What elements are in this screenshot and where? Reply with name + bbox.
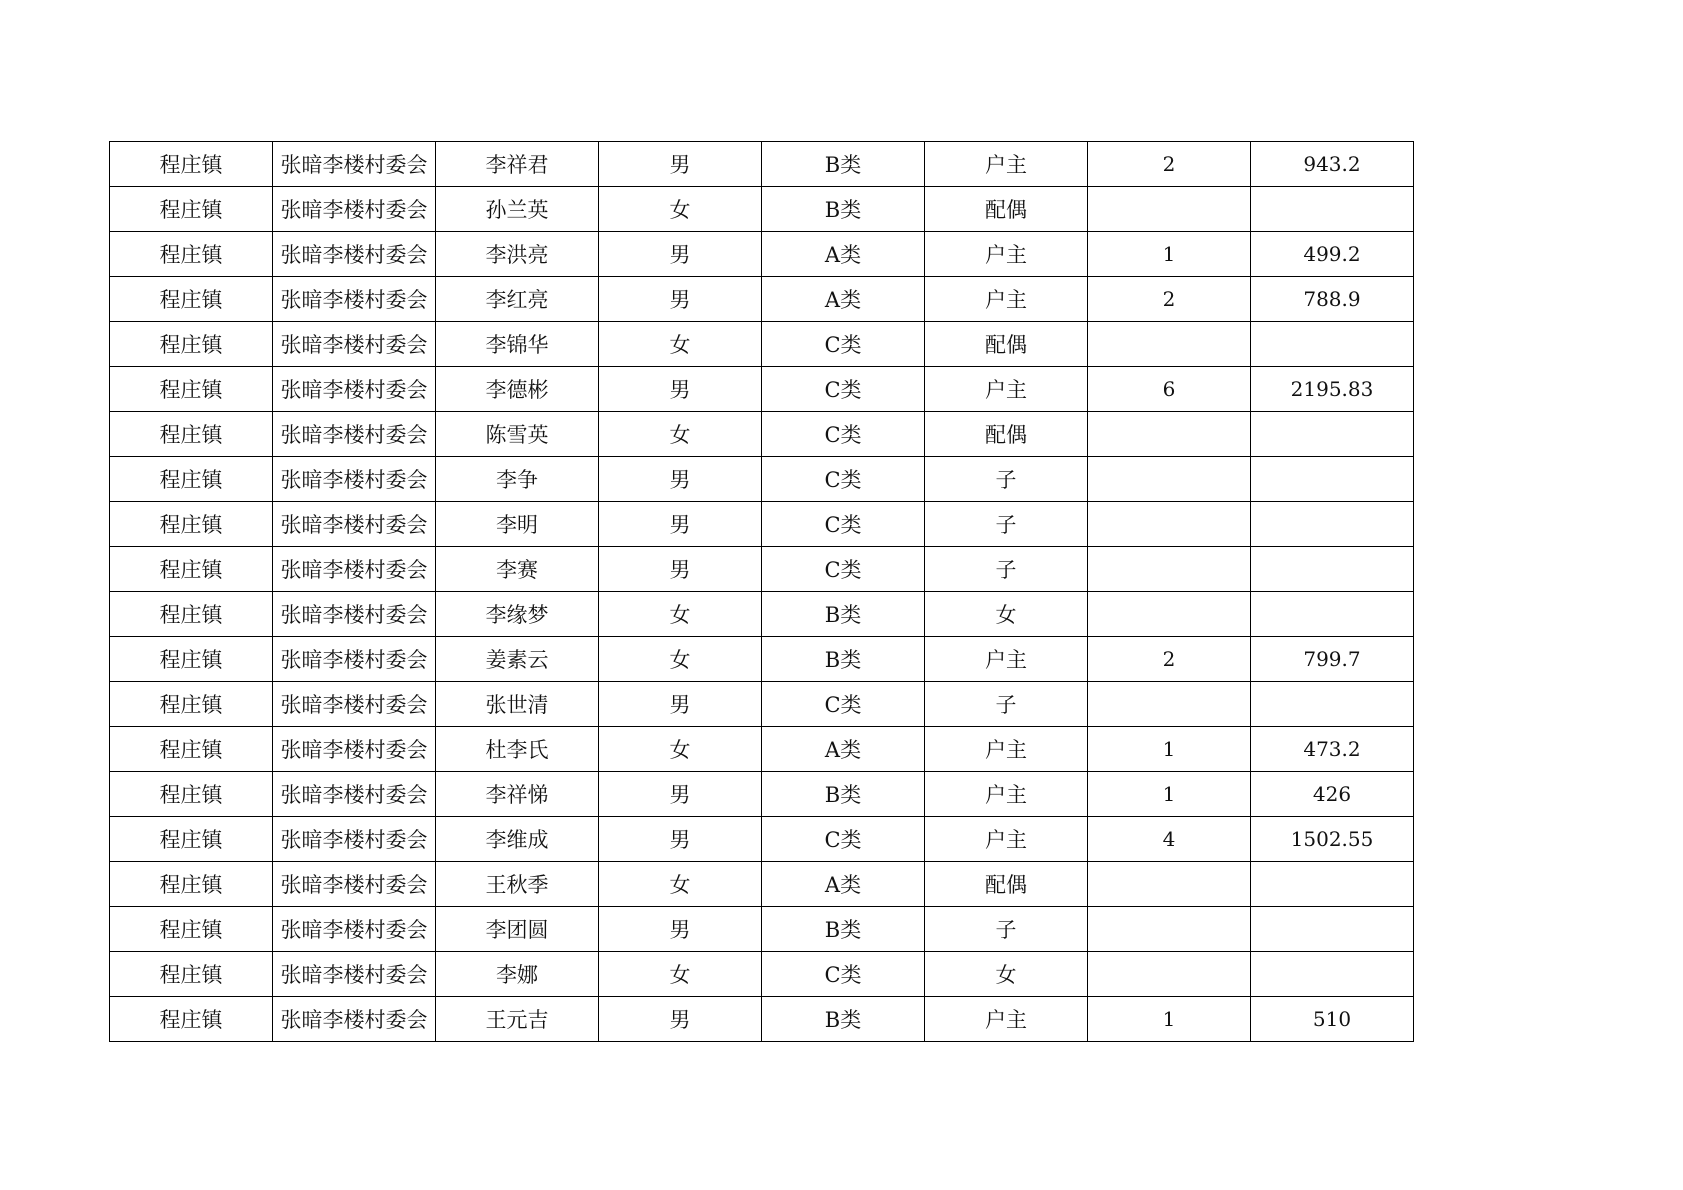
amount-cell	[1251, 907, 1414, 952]
data-table	[109, 141, 1414, 1042]
amount-cell: 788.9	[1251, 277, 1414, 322]
household-count-cell: 1	[1088, 772, 1251, 817]
category-cell: A类	[762, 232, 925, 277]
town-cell: 程庄镇	[110, 322, 273, 367]
town-cell: 程庄镇	[110, 412, 273, 457]
town-cell: 程庄镇	[110, 547, 273, 592]
name-cell: 李争	[436, 457, 599, 502]
amount-cell	[1251, 592, 1414, 637]
village-committee-cell: 张暗李楼村委会	[273, 412, 436, 457]
gender-cell: 男	[599, 232, 762, 277]
table-row	[110, 997, 1414, 1042]
town-cell: 程庄镇	[110, 142, 273, 187]
amount-cell: 473.2	[1251, 727, 1414, 772]
category-cell: B类	[762, 772, 925, 817]
household-count-cell: 2	[1088, 142, 1251, 187]
table-row	[110, 457, 1414, 502]
village-committee-cell: 张暗李楼村委会	[273, 997, 436, 1042]
relation-cell: 户主	[925, 997, 1088, 1042]
amount-cell: 1502.55	[1251, 817, 1414, 862]
relation-cell: 户主	[925, 232, 1088, 277]
amount-cell	[1251, 682, 1414, 727]
table-row	[110, 772, 1414, 817]
table-row	[110, 727, 1414, 772]
amount-cell	[1251, 502, 1414, 547]
name-cell: 孙兰英	[436, 187, 599, 232]
gender-cell: 男	[599, 367, 762, 412]
name-cell: 李缘梦	[436, 592, 599, 637]
table-row	[110, 277, 1414, 322]
category-cell: B类	[762, 142, 925, 187]
name-cell: 李赛	[436, 547, 599, 592]
relation-cell: 女	[925, 952, 1088, 997]
category-cell: C类	[762, 952, 925, 997]
village-committee-cell: 张暗李楼村委会	[273, 367, 436, 412]
gender-cell: 男	[599, 772, 762, 817]
village-committee-cell: 张暗李楼村委会	[273, 817, 436, 862]
table-row	[110, 682, 1414, 727]
relation-cell: 户主	[925, 277, 1088, 322]
category-cell: C类	[762, 367, 925, 412]
category-cell: C类	[762, 682, 925, 727]
name-cell: 杜李氏	[436, 727, 599, 772]
table-row	[110, 952, 1414, 997]
household-count-cell	[1088, 322, 1251, 367]
relation-cell: 户主	[925, 367, 1088, 412]
category-cell: A类	[762, 277, 925, 322]
village-committee-cell: 张暗李楼村委会	[273, 547, 436, 592]
relation-cell: 户主	[925, 727, 1088, 772]
gender-cell: 男	[599, 682, 762, 727]
name-cell: 李洪亮	[436, 232, 599, 277]
town-cell: 程庄镇	[110, 187, 273, 232]
village-committee-cell: 张暗李楼村委会	[273, 187, 436, 232]
name-cell: 李锦华	[436, 322, 599, 367]
relation-cell: 子	[925, 907, 1088, 952]
name-cell: 李红亮	[436, 277, 599, 322]
town-cell: 程庄镇	[110, 232, 273, 277]
table-row	[110, 817, 1414, 862]
amount-cell	[1251, 952, 1414, 997]
town-cell: 程庄镇	[110, 502, 273, 547]
name-cell: 李祥悌	[436, 772, 599, 817]
category-cell: C类	[762, 322, 925, 367]
amount-cell	[1251, 187, 1414, 232]
village-committee-cell: 张暗李楼村委会	[273, 322, 436, 367]
category-cell: C类	[762, 412, 925, 457]
table-row	[110, 907, 1414, 952]
name-cell: 李娜	[436, 952, 599, 997]
category-cell: B类	[762, 907, 925, 952]
category-cell: A类	[762, 727, 925, 772]
town-cell: 程庄镇	[110, 592, 273, 637]
table-row	[110, 502, 1414, 547]
town-cell: 程庄镇	[110, 817, 273, 862]
relation-cell: 子	[925, 682, 1088, 727]
amount-cell	[1251, 547, 1414, 592]
amount-cell: 2195.83	[1251, 367, 1414, 412]
name-cell: 陈雪英	[436, 412, 599, 457]
household-count-cell: 6	[1088, 367, 1251, 412]
village-committee-cell: 张暗李楼村委会	[273, 907, 436, 952]
table-row	[110, 322, 1414, 367]
gender-cell: 男	[599, 547, 762, 592]
village-committee-cell: 张暗李楼村委会	[273, 772, 436, 817]
village-committee-cell: 张暗李楼村委会	[273, 457, 436, 502]
gender-cell: 女	[599, 637, 762, 682]
gender-cell: 女	[599, 412, 762, 457]
relation-cell: 子	[925, 547, 1088, 592]
gender-cell: 男	[599, 502, 762, 547]
table-body	[110, 142, 1414, 1042]
relation-cell: 户主	[925, 772, 1088, 817]
name-cell: 王秋季	[436, 862, 599, 907]
town-cell: 程庄镇	[110, 952, 273, 997]
household-count-cell	[1088, 502, 1251, 547]
category-cell: B类	[762, 637, 925, 682]
gender-cell: 男	[599, 277, 762, 322]
relation-cell: 配偶	[925, 862, 1088, 907]
relation-cell: 女	[925, 592, 1088, 637]
household-count-cell: 2	[1088, 277, 1251, 322]
name-cell: 李祥君	[436, 142, 599, 187]
gender-cell: 男	[599, 142, 762, 187]
relation-cell: 配偶	[925, 187, 1088, 232]
relation-cell: 配偶	[925, 412, 1088, 457]
category-cell: C类	[762, 547, 925, 592]
table-row	[110, 232, 1414, 277]
table-row	[110, 187, 1414, 232]
gender-cell: 女	[599, 727, 762, 772]
table-row	[110, 547, 1414, 592]
amount-cell: 499.2	[1251, 232, 1414, 277]
table-row	[110, 592, 1414, 637]
village-committee-cell: 张暗李楼村委会	[273, 682, 436, 727]
amount-cell	[1251, 322, 1414, 367]
name-cell: 王元吉	[436, 997, 599, 1042]
name-cell: 李团圆	[436, 907, 599, 952]
household-count-cell	[1088, 682, 1251, 727]
gender-cell: 男	[599, 457, 762, 502]
town-cell: 程庄镇	[110, 277, 273, 322]
category-cell: C类	[762, 817, 925, 862]
household-count-cell	[1088, 952, 1251, 997]
village-committee-cell: 张暗李楼村委会	[273, 232, 436, 277]
household-count-cell: 4	[1088, 817, 1251, 862]
village-committee-cell: 张暗李楼村委会	[273, 277, 436, 322]
household-count-cell	[1088, 547, 1251, 592]
category-cell: B类	[762, 997, 925, 1042]
gender-cell: 女	[599, 952, 762, 997]
town-cell: 程庄镇	[110, 727, 273, 772]
town-cell: 程庄镇	[110, 457, 273, 502]
amount-cell	[1251, 412, 1414, 457]
table-row	[110, 637, 1414, 682]
town-cell: 程庄镇	[110, 682, 273, 727]
village-committee-cell: 张暗李楼村委会	[273, 862, 436, 907]
name-cell: 李德彬	[436, 367, 599, 412]
amount-cell	[1251, 457, 1414, 502]
household-count-cell	[1088, 412, 1251, 457]
category-cell: B类	[762, 592, 925, 637]
gender-cell: 女	[599, 862, 762, 907]
table-row	[110, 412, 1414, 457]
relation-cell: 子	[925, 502, 1088, 547]
table-row	[110, 862, 1414, 907]
household-count-cell: 1	[1088, 997, 1251, 1042]
amount-cell: 426	[1251, 772, 1414, 817]
gender-cell: 男	[599, 817, 762, 862]
name-cell: 张世清	[436, 682, 599, 727]
village-committee-cell: 张暗李楼村委会	[273, 142, 436, 187]
gender-cell: 女	[599, 592, 762, 637]
village-committee-cell: 张暗李楼村委会	[273, 727, 436, 772]
gender-cell: 女	[599, 187, 762, 232]
gender-cell: 男	[599, 907, 762, 952]
town-cell: 程庄镇	[110, 997, 273, 1042]
category-cell: B类	[762, 187, 925, 232]
amount-cell: 799.7	[1251, 637, 1414, 682]
household-count-cell: 1	[1088, 232, 1251, 277]
household-count-cell	[1088, 907, 1251, 952]
town-cell: 程庄镇	[110, 637, 273, 682]
town-cell: 程庄镇	[110, 862, 273, 907]
name-cell: 姜素云	[436, 637, 599, 682]
relation-cell: 配偶	[925, 322, 1088, 367]
category-cell: A类	[762, 862, 925, 907]
household-count-cell: 1	[1088, 727, 1251, 772]
category-cell: C类	[762, 457, 925, 502]
household-count-cell	[1088, 187, 1251, 232]
table-row	[110, 367, 1414, 412]
relation-cell: 户主	[925, 637, 1088, 682]
household-count-cell	[1088, 592, 1251, 637]
town-cell: 程庄镇	[110, 772, 273, 817]
town-cell: 程庄镇	[110, 907, 273, 952]
relation-cell: 户主	[925, 817, 1088, 862]
village-committee-cell: 张暗李楼村委会	[273, 592, 436, 637]
amount-cell: 510	[1251, 997, 1414, 1042]
gender-cell: 男	[599, 997, 762, 1042]
name-cell: 李明	[436, 502, 599, 547]
household-count-cell: 2	[1088, 637, 1251, 682]
village-committee-cell: 张暗李楼村委会	[273, 952, 436, 997]
category-cell: C类	[762, 502, 925, 547]
amount-cell: 943.2	[1251, 142, 1414, 187]
amount-cell	[1251, 862, 1414, 907]
table-row	[110, 142, 1414, 187]
relation-cell: 子	[925, 457, 1088, 502]
relation-cell: 户主	[925, 142, 1088, 187]
household-count-cell	[1088, 457, 1251, 502]
village-committee-cell: 张暗李楼村委会	[273, 502, 436, 547]
town-cell: 程庄镇	[110, 367, 273, 412]
gender-cell: 女	[599, 322, 762, 367]
household-count-cell	[1088, 862, 1251, 907]
village-committee-cell: 张暗李楼村委会	[273, 637, 436, 682]
name-cell: 李维成	[436, 817, 599, 862]
